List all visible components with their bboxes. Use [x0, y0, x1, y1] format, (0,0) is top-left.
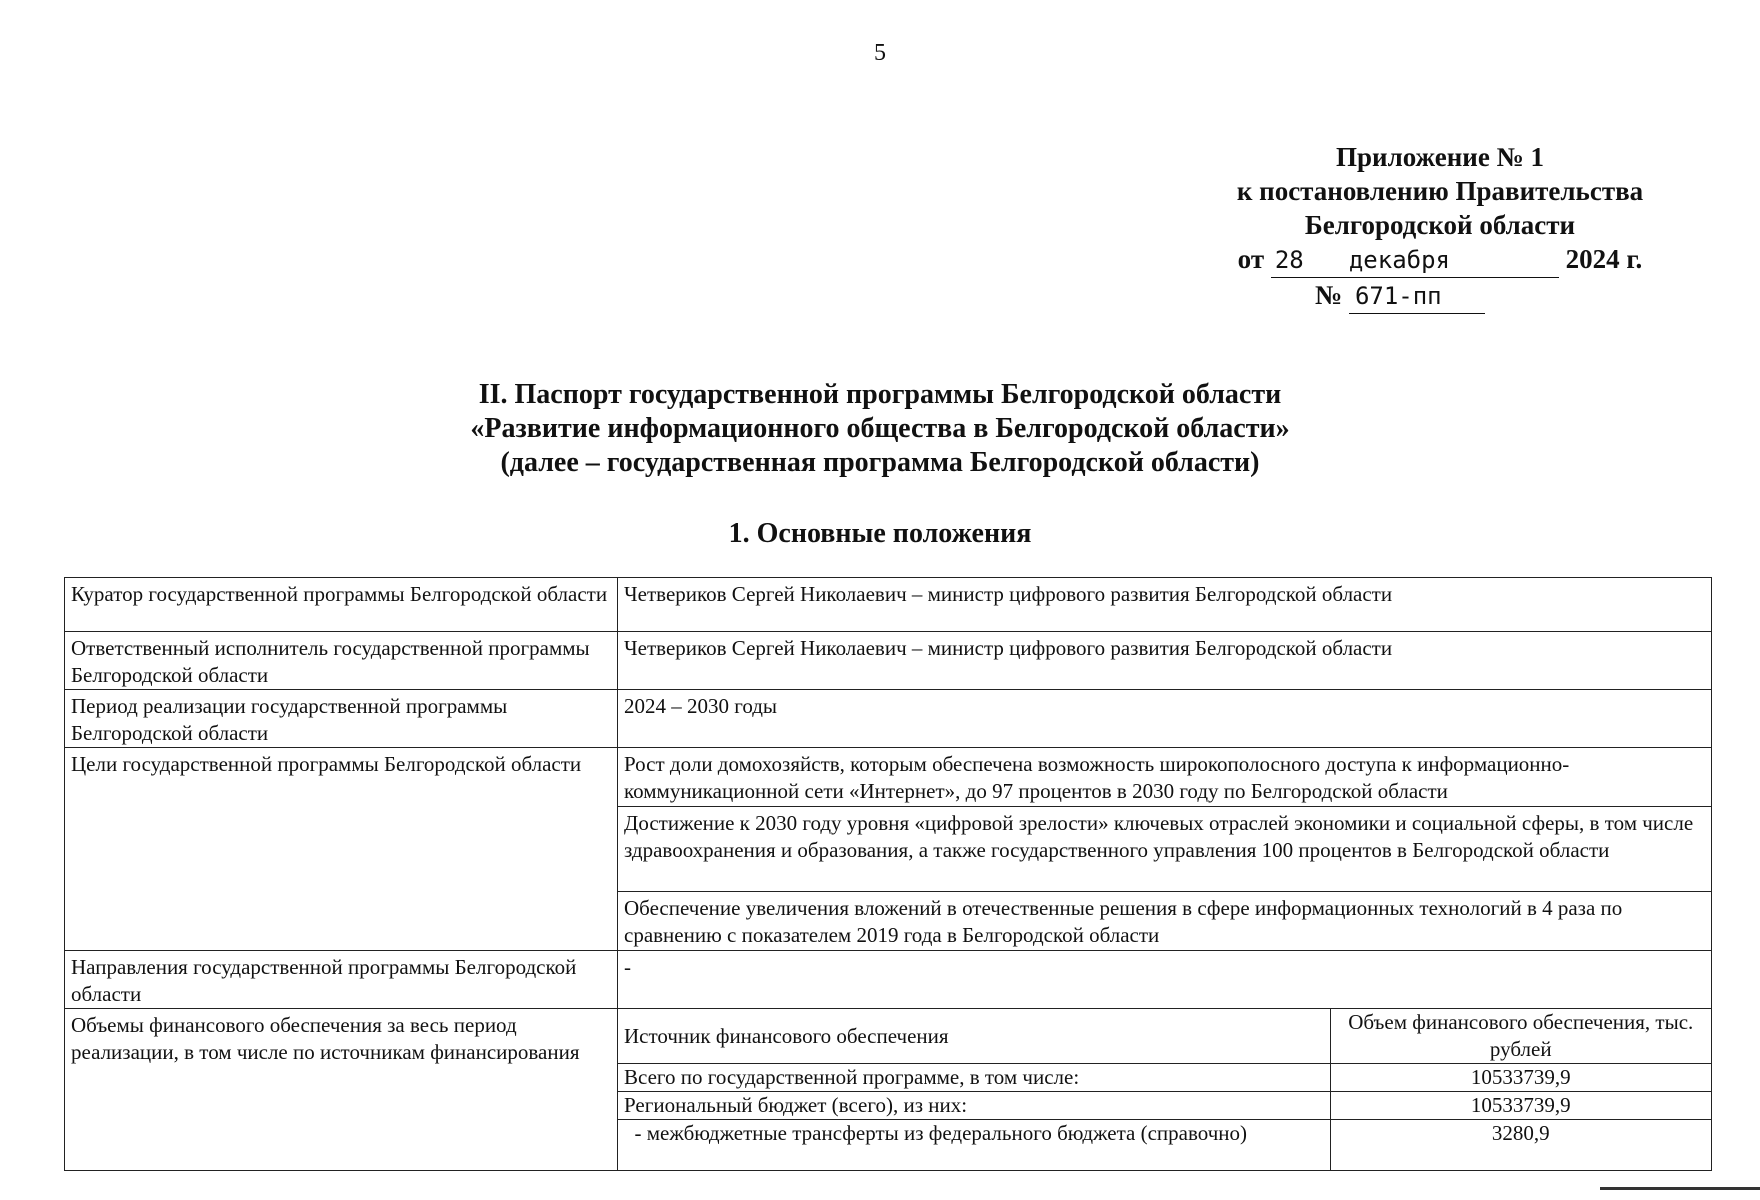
table-row [65, 632, 1712, 690]
row-label: Куратор государственной программы Белгородской области [65, 578, 618, 632]
finance-amount: 3280,9 [1491, 1121, 1550, 1145]
row-value: Четвериков Сергей Николаевич – министр цифрового развития Белгородской области [618, 632, 1712, 690]
row-label: Период реализации государственной программы Белгородской области [65, 690, 618, 748]
goal-item: Обеспечение увеличения вложений в отечественные решения в сфере информационных технологий в 4 раза по сравнению с показателем 2019 года в Белгородской области [624, 896, 1623, 947]
finance-header-amount: Объем финансового обеспечения, тыс. рублей [1330, 1009, 1711, 1064]
number-prefix: № [1315, 280, 1343, 310]
title-line2: «Развитие информационного общества в Белгородской области» [470, 413, 1290, 444]
appendix-header [1170, 140, 1710, 314]
table-row [65, 748, 1712, 951]
finance-source: Региональный бюджет (всего), из них: [618, 1092, 1330, 1120]
row-label: Направления государственной программы Белгородской области [65, 951, 618, 1009]
finance-row [618, 1120, 1711, 1170]
title-line3: (далее – государственная программа Белгородской области) [500, 447, 1260, 478]
date-day: 28 [1271, 243, 1309, 278]
table-row [65, 690, 1712, 748]
finance-header-row [618, 1009, 1711, 1064]
title-line1: II. Паспорт государственной программы Белгородской области [478, 379, 1282, 410]
scan-edge-line [1600, 1187, 1760, 1190]
row-value: 2024 – 2030 годы [618, 690, 1712, 748]
goal-item: Рост доли домохозяйств, которым обеспечена возможность широкополосного доступа к информационно-коммуникационной сети «Интернет», до 97 процентов в 2030 году по Белгородской области [618, 748, 1711, 807]
appendix-date [1170, 242, 1710, 278]
goals-cell [618, 748, 1712, 951]
finance-amount: 10533739,9 [1330, 1064, 1711, 1092]
date-year: 2024 г. [1565, 244, 1643, 274]
section-heading: 1. Основные положения [728, 518, 1032, 549]
finance-row [618, 1092, 1711, 1120]
row-label: Цели государственной программы Белгородской области [65, 748, 618, 951]
finance-amount: 10533739,9 [1330, 1092, 1711, 1120]
document-number: 671-пп [1349, 279, 1485, 314]
passport-table [64, 577, 1712, 1171]
row-value: Четвериков Сергей Николаевич – министр цифрового развития Белгородской области [618, 578, 1712, 632]
finance-cell [618, 1009, 1712, 1171]
finance-source: - межбюджетные трансферты из федерального бюджета (справочно) [618, 1120, 1330, 1170]
finance-source: Всего по государственной программе, в том числе: [618, 1064, 1330, 1092]
row-label: Объемы финансового обеспечения за весь период реализации, в том числе по источникам финансирования [65, 1009, 618, 1171]
row-value: - [618, 951, 1712, 1009]
appendix-number [1090, 278, 1710, 314]
appendix-line3: Белгородской области [1304, 210, 1576, 240]
date-month: декабря [1309, 243, 1559, 278]
date-prefix: от [1237, 244, 1265, 274]
goal-item: Достижение к 2030 году уровня «цифровой зрелости» ключевых отраслей экономики и социальной сферы, в том числе здравоохранения и образования, а также государственного управления 100 процентов в Белгородской области [618, 807, 1711, 892]
page-number: 5 [874, 40, 886, 66]
table-row [65, 951, 1712, 1009]
table-row [65, 1009, 1712, 1171]
finance-row [618, 1064, 1711, 1092]
row-label: Ответственный исполнитель государственной программы Белгородской области [65, 632, 618, 690]
appendix-line1: Приложение № 1 [1336, 142, 1544, 172]
appendix-line2: к постановлению Правительства [1236, 176, 1644, 206]
document-title [0, 378, 1760, 480]
table-row [65, 578, 1712, 632]
finance-header-source: Источник финансового обеспечения [618, 1009, 1330, 1064]
finance-table [618, 1009, 1711, 1170]
